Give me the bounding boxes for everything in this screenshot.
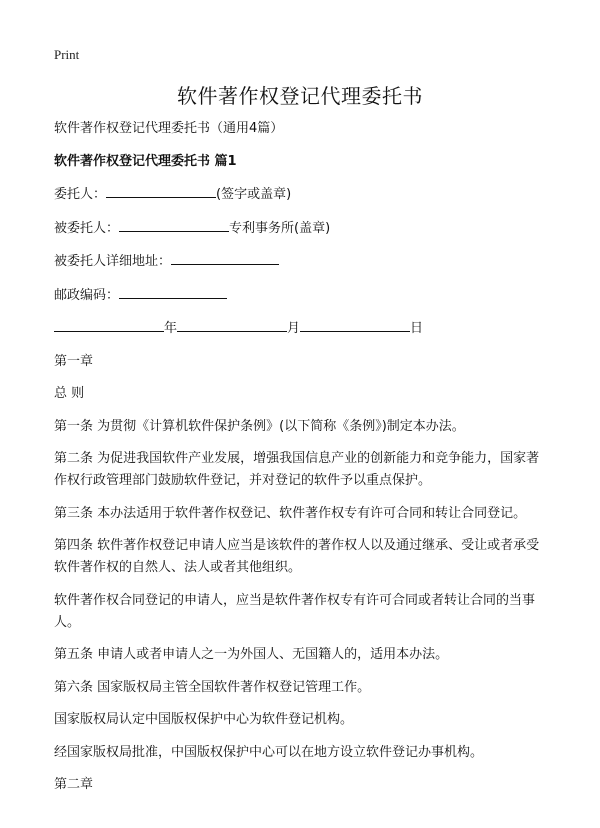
article-paragraph: 国家版权局认定中国版权保护中心为软件登记机构。 — [54, 712, 354, 727]
month-blank — [177, 317, 287, 332]
agent-address-label: 被委托人详细地址： — [54, 254, 172, 269]
year-blank — [54, 317, 164, 332]
agent-suffix: 专利事务所(盖章) — [229, 220, 331, 236]
client-blank — [106, 183, 216, 198]
client-line — [54, 183, 550, 206]
article-paragraph: 第一条 为贯彻《计算机软件保护条例》(以下简称《条例》)制定本办法。 — [54, 418, 465, 434]
month-label: 月 — [287, 321, 301, 336]
agent-address-blank — [171, 250, 279, 265]
postal-code-label: 邮政编码： — [54, 287, 120, 303]
agent-line — [54, 217, 550, 240]
section-heading: 软件著作权登记代理委托书 篇1 — [54, 153, 237, 169]
article-paragraph: 经国家版权局批准，中国版权保护中心可以在地方设立软件登记办事机构。 — [54, 744, 484, 760]
general-provisions-heading: 总 则 — [54, 386, 85, 401]
article-paragraph: 第四条 软件著作权登记申请人应当是该软件的著作权人以及通过继承、受让或者承受软件著作权的自然人、法人或者其他组织。 — [54, 538, 540, 575]
day-blank — [300, 317, 410, 332]
article-paragraph: 软件著作权合同登记的申请人，应当是软件著作权专有许可合同或者转让合同的当事人。 — [54, 592, 536, 630]
document-body — [54, 118, 550, 807]
chapter-2-heading: 第二章 — [54, 777, 94, 792]
postal-code-blank — [119, 284, 227, 299]
article-paragraph: 第三条 本办法适用于软件著作权登记、软件著作权专有许可合同和转让合同登记。 — [54, 505, 527, 521]
agent-label: 被委托人： — [54, 220, 120, 236]
client-suffix: (签字或盖章) — [216, 187, 292, 202]
article-paragraph: 第六条 国家版权局主管全国软件著作权登记管理工作。 — [54, 679, 371, 695]
document-title: 软件著作权登记代理委托书 — [177, 84, 423, 108]
agent-blank — [119, 217, 229, 232]
chapter-1-heading: 第一章 — [54, 353, 94, 369]
year-label: 年 — [164, 321, 178, 336]
document-subtitle: 软件著作权登记代理委托书（通用4篇） — [54, 121, 284, 136]
print-label: Print — [54, 47, 80, 62]
day-label: 日 — [410, 321, 424, 336]
article-paragraph: 第五条 申请人或者申请人之一为外国人、无国籍人的，适用本办法。 — [54, 647, 449, 662]
postal-code-line — [54, 284, 550, 307]
date-line — [54, 317, 550, 340]
article-paragraph: 第二条 为促进我国软件产业发展，增强我国信息产业的创新能力和竞争能力，国家著作权行政管理部门鼓励软件登记，并对登记的软件予以重点保护。 — [54, 451, 540, 488]
client-label: 委托人： — [54, 187, 107, 202]
agent-address-line — [54, 250, 550, 273]
